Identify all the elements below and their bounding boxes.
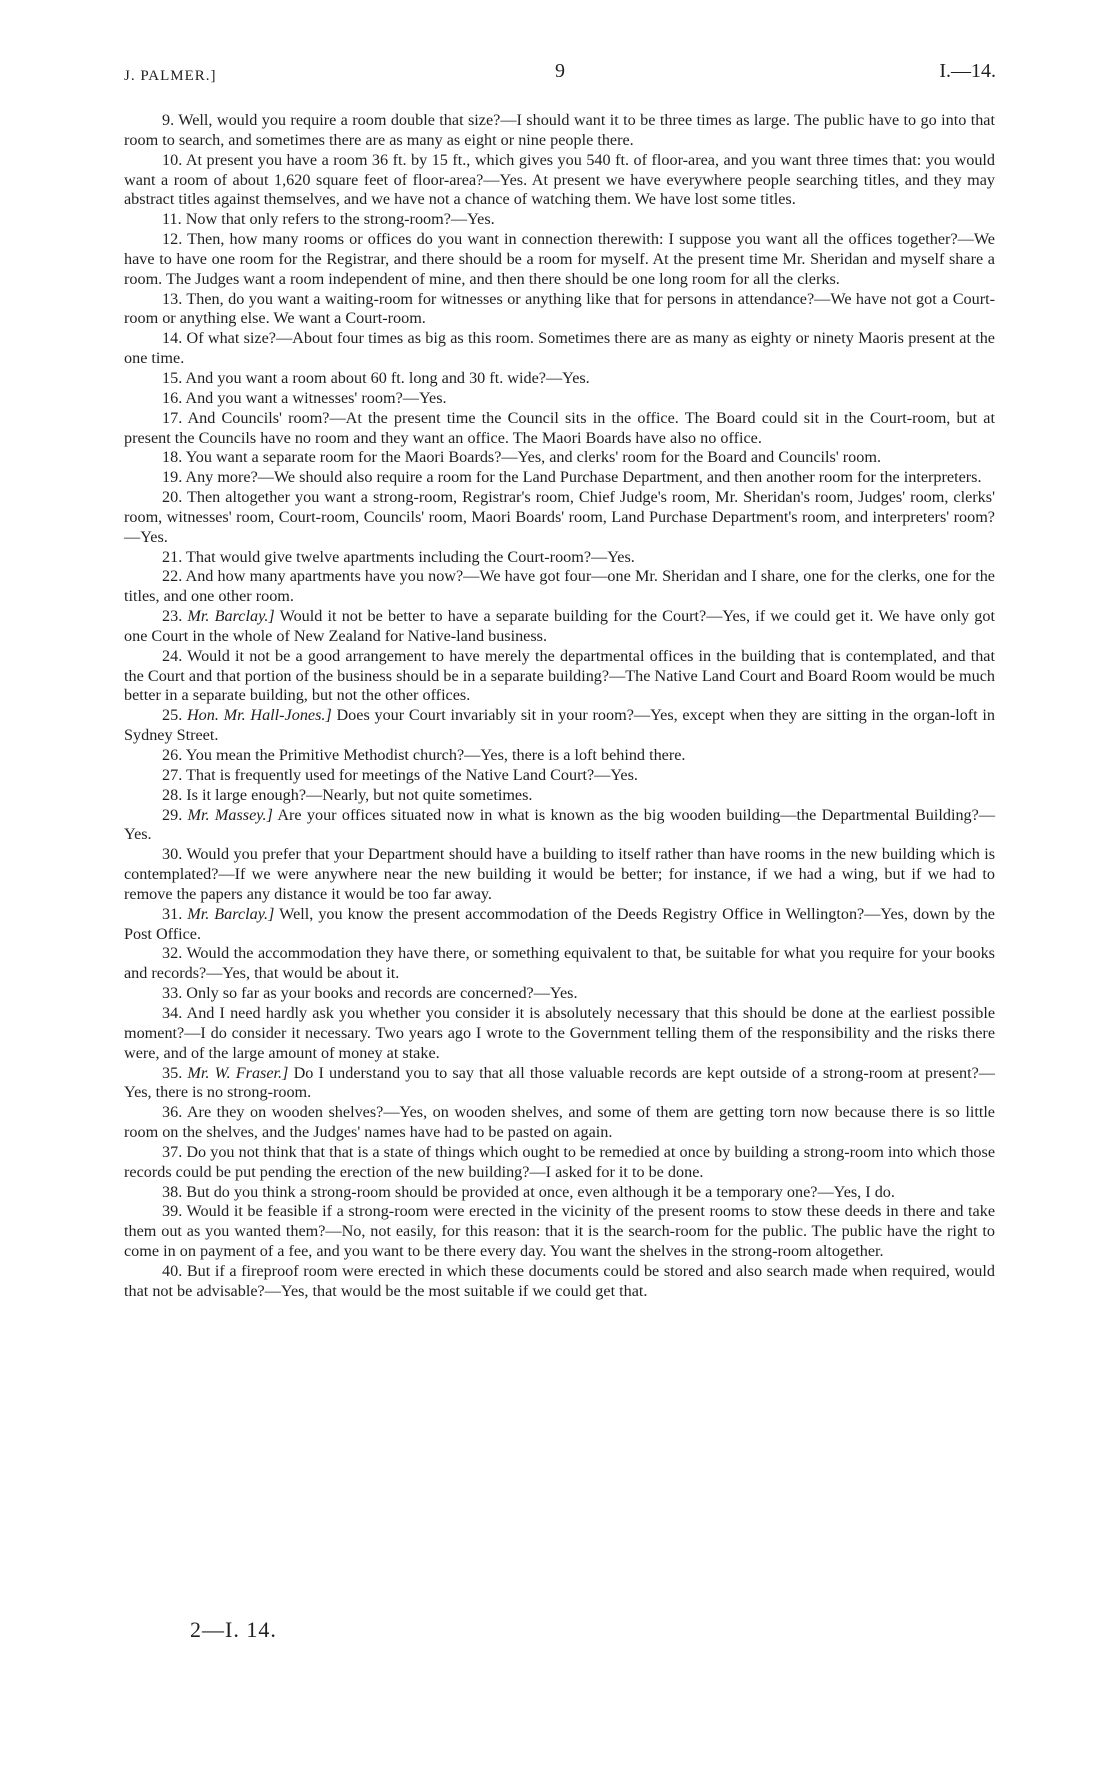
question-number: 25. bbox=[162, 706, 183, 725]
question-number: 10. bbox=[162, 150, 183, 169]
question-answer-text: Would it not be better to have a separate building for the Court?—Yes, if we could get it. We have only got one Court in the whole of New Zealand for Native-land business. bbox=[124, 607, 995, 645]
question-number: 27. bbox=[162, 765, 183, 784]
question-number: 36. bbox=[162, 1103, 183, 1122]
question-answer-text: Is it large enough?—Nearly, but not quite sometimes. bbox=[186, 785, 533, 804]
question-answer-text: Does your Court invariably sit in your room?—Yes, except when they are sitting in the organ-loft in Sydney Street. bbox=[124, 706, 995, 745]
question-answer-text: And I need hardly ask you whether you consider it is absolutely necessary that this should be done at the earliest possible moment?—I do consider it necessary. Two years ago I wrote to the Government telling them of the responsibility and the risks there were, and of the large amount of money at stake. bbox=[124, 1003, 996, 1062]
question-number: 24. bbox=[162, 646, 183, 665]
question-number: 21. bbox=[162, 547, 183, 566]
evidence-paragraph bbox=[124, 488, 995, 548]
question-number: 13. bbox=[162, 289, 183, 308]
question-number: 9. bbox=[162, 111, 175, 129]
question-number: 38. bbox=[162, 1182, 183, 1201]
question-answer-text: But do you think a strong-room should be provided at once, even although it be a temporary one?—Yes, I do. bbox=[186, 1182, 895, 1201]
question-answer-text: That is frequently used for meetings of the Native Land Court?—Yes. bbox=[186, 765, 638, 784]
question-number: 17. bbox=[162, 408, 183, 427]
question-number: 35. bbox=[162, 1063, 183, 1082]
question-answer-text: Are they on wooden shelves?—Yes, on wooden shelves, and some of them are getting torn now because there is so little room on the shelves, and the Judges' names have had to be pasted on again. bbox=[124, 1103, 995, 1142]
question-answer-text: Would you prefer that your Department should have a building to itself rather than have rooms in the new building which is contemplated?—If we were anywhere near the new building it would be better; for instance, if we had a wing, but if we had to remove the papers any distance it would be too far away. bbox=[124, 845, 995, 903]
evidence-paragraph bbox=[124, 409, 995, 449]
evidence-paragraph bbox=[124, 389, 995, 409]
question-answer-text: Then, do you want a waiting-room for witnesses or anything like that for persons in attendance?—We have not got a Court-room or anything else. We want a Court-room. bbox=[124, 289, 995, 328]
question-answer-text: You mean the Primitive Methodist church?—Yes, there is a loft behind there. bbox=[185, 746, 686, 764]
question-answer-text: Well, would you require a room double that size?—I should want it to be three times as large. The public have to go into that room to search, and sometimes there are as many as eight or nine people there. bbox=[124, 111, 995, 149]
question-number: 29. bbox=[162, 805, 183, 824]
question-number: 15. bbox=[162, 368, 183, 387]
question-number: 16. bbox=[162, 388, 183, 407]
evidence-paragraph bbox=[124, 290, 995, 330]
question-answer-text: Would it be feasible if a strong-room were erected in the vicinity of the present rooms to stow these deeds in there and take them out as you wanted them?—No, not easily, for this reason: that it is the search-room for the public. The public have the right to come in on payment of a fee, and you want to be there every day. You want the shelves in the strong-room altogether. bbox=[124, 1202, 995, 1261]
speaker-name: Mr. Barclay.] bbox=[187, 904, 275, 923]
speaker-name: Mr. Barclay.] bbox=[187, 607, 275, 626]
question-answer-text: Then altogether you want a strong-room, Registrar's room, Chief Judge's room, Mr. Sheridan's room, Judges' room, clerks' room, witnesses' room, Court-room, Councils' room, Maori Boards' room, Land Purchase Department's room, and interpreters' room?—Yes. bbox=[124, 488, 995, 546]
question-answer-text: You want a separate room for the Maori Boards?—Yes, and clerks' room for the Board and Councils' room. bbox=[185, 448, 882, 467]
question-number: 39. bbox=[162, 1202, 183, 1221]
evidence-paragraph bbox=[124, 706, 995, 746]
evidence-paragraph bbox=[124, 1103, 995, 1143]
witness-name-header: J. PALMER.] bbox=[124, 68, 217, 84]
evidence-paragraph bbox=[124, 1143, 995, 1183]
question-number: 11. bbox=[162, 210, 182, 229]
evidence-paragraph bbox=[124, 329, 995, 369]
speaker-name: Hon. Mr. Hall-Jones.] bbox=[186, 706, 332, 725]
evidence-paragraph bbox=[124, 448, 995, 468]
question-answer-text: And you want a room about 60 ft. long and 30 ft. wide?—Yes. bbox=[185, 368, 590, 387]
question-answer-text: And you want a witnesses' room?—Yes. bbox=[185, 388, 447, 407]
evidence-paragraph bbox=[124, 1183, 995, 1203]
question-answer-text: At present you have a room 36 ft. by 15 ft., which gives you 540 ft. of floor-area, and you want three times that: you would want a room of about 1,620 square feet of floor-area?—Yes. At present we have everywhere people searching titles, and they may abstract titles against themselves, and we have not a chance of watching them. We have lost some titles. bbox=[124, 150, 996, 209]
evidence-paragraph bbox=[124, 984, 995, 1004]
question-answer-text: Now that only refers to the strong-room?—Yes. bbox=[185, 210, 495, 229]
question-number: 19. bbox=[162, 468, 183, 487]
question-number: 34. bbox=[162, 1003, 183, 1022]
speaker-name: Mr. Massey.] bbox=[187, 805, 273, 824]
question-number: 20. bbox=[162, 488, 183, 507]
evidence-paragraph bbox=[124, 1064, 995, 1104]
question-number: 23. bbox=[162, 607, 183, 626]
question-number: 37. bbox=[162, 1142, 183, 1161]
question-answer-text: Only so far as your books and records are concerned?—Yes. bbox=[186, 984, 578, 1003]
evidence-paragraph bbox=[124, 468, 995, 488]
question-number: 40. bbox=[162, 1261, 183, 1280]
question-answer-text: Would it not be a good arrangement to have merely the departmental offices in the building that is contemplated, and that the Court and that portion of the business should be in a separate building?—The Native Land Court and Board Room would be much better in a separate building, but not the other offices. bbox=[124, 646, 995, 705]
question-number: 12. bbox=[162, 230, 183, 249]
question-answer-text: Do I understand you to say that all those valuable records are kept outside of a strong-room at present?—Yes, there is no strong-room. bbox=[124, 1063, 995, 1102]
question-answer-text: Are your offices situated now in what is known as the big wooden building—the Departmental Building?—Yes. bbox=[124, 805, 996, 844]
evidence-paragraph bbox=[124, 1004, 995, 1064]
evidence-paragraph bbox=[124, 944, 995, 984]
page-header bbox=[124, 60, 996, 90]
question-answer-text: Then, how many rooms or offices do you want in connection therewith: I suppose you want all the offices together?—We have to have one room for the Registrar, and there should be a room for myself. At the present time Mr. Sheridan and myself share a room. The Judges want a room independent of mine, and then there should be one long room for all the clerks. bbox=[124, 230, 995, 288]
evidence-paragraph bbox=[124, 766, 995, 786]
evidence-paragraph bbox=[124, 230, 995, 290]
evidence-paragraph bbox=[124, 111, 995, 151]
evidence-paragraph bbox=[124, 607, 995, 647]
evidence-paragraph bbox=[124, 806, 995, 846]
question-number: 22. bbox=[162, 567, 183, 586]
question-number: 33. bbox=[162, 984, 183, 1003]
question-number: 18. bbox=[162, 448, 183, 467]
speaker-name: Mr. W. Fraser.] bbox=[187, 1063, 289, 1082]
evidence-paragraph bbox=[124, 786, 995, 806]
evidence-paragraph bbox=[124, 369, 995, 389]
question-number: 30. bbox=[162, 845, 183, 864]
question-answer-text: Do you not think that that is a state of things which ought to be remedied at once by building a strong-room into which those records could be put pending the erection of the new building?—I asked for it to be done. bbox=[124, 1142, 995, 1181]
evidence-paragraph bbox=[124, 845, 995, 905]
evidence-paragraph bbox=[124, 905, 995, 945]
evidence-paragraph bbox=[124, 151, 995, 211]
question-number: 26. bbox=[162, 746, 183, 764]
evidence-paragraph bbox=[124, 1262, 995, 1302]
evidence-paragraph bbox=[124, 746, 995, 766]
question-answer-text: Of what size?—About four times as big as this room. Sometimes there are as many as eighty or ninety Maoris present at the one time. bbox=[124, 329, 995, 368]
question-answer-text: Well, you know the present accommodation of the Deeds Registry Office in Wellington?—Yes, down by the Post Office. bbox=[124, 904, 995, 943]
question-answer-text: But if a fireproof room were erected in which these documents could be stored and also search made when required, would that not be advisable?—Yes, that would be the most suitable if we could get that. bbox=[124, 1261, 995, 1300]
question-number: 28. bbox=[162, 785, 183, 804]
signature-mark: 2—I. 14. bbox=[190, 1617, 277, 1642]
question-answer-text: And Councils' room?—At the present time the Council sits in the office. The Board could sit in the Court-room, but at present the Councils have no room and they want an office. The Maori Boards have also no office. bbox=[124, 408, 995, 447]
question-number: 31. bbox=[162, 904, 183, 923]
question-answer-text: That would give twelve apartments including the Court-room?—Yes. bbox=[186, 547, 635, 566]
evidence-paragraph bbox=[124, 210, 995, 230]
question-number: 14. bbox=[162, 329, 183, 348]
evidence-paragraph bbox=[124, 647, 995, 707]
question-number: 32. bbox=[162, 944, 183, 963]
evidence-body bbox=[124, 111, 995, 1302]
question-answer-text: And how many apartments have you now?—We have got four—one Mr. Sheridan and I share, one for the clerks, one for the titles, and one other room. bbox=[124, 567, 995, 606]
evidence-paragraph bbox=[124, 1202, 995, 1262]
paper-reference: I.—14. bbox=[939, 60, 996, 82]
evidence-paragraph bbox=[124, 548, 995, 568]
question-answer-text: Any more?—We should also require a room for the Land Purchase Department, and then another room for the interpreters. bbox=[185, 468, 982, 487]
page-number: 9 bbox=[555, 60, 565, 82]
question-answer-text: Would the accommodation they have there, or something equivalent to that, be suitable for what you require for your books and records?—Yes, that would be about it. bbox=[124, 944, 995, 983]
evidence-paragraph bbox=[124, 567, 995, 607]
